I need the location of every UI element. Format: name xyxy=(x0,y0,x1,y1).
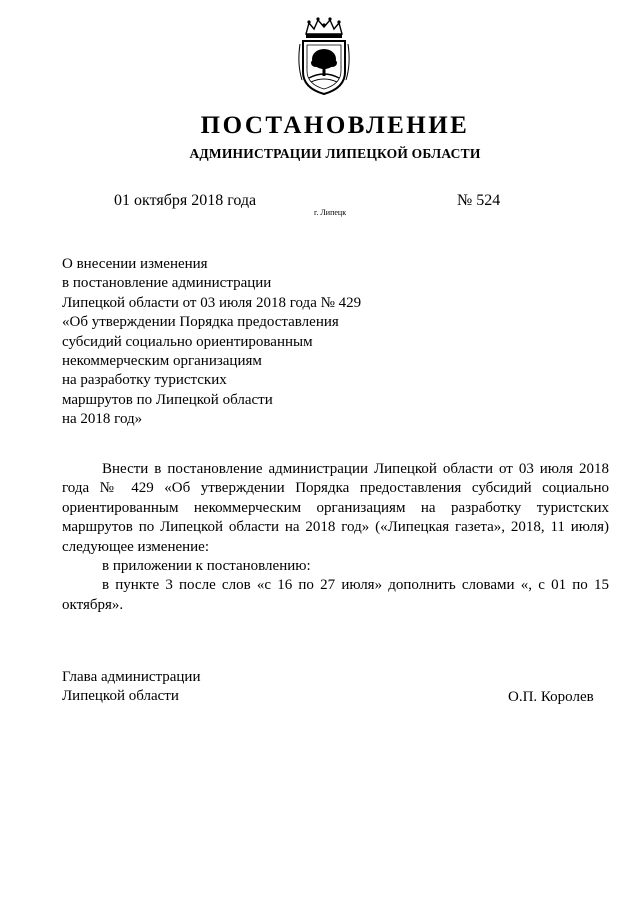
signer-position-line: Глава администрации xyxy=(62,669,201,685)
subject-line: Липецкой области от 03 июля 2018 года № 429 xyxy=(62,294,362,311)
subject-line: на 2018 год» xyxy=(62,411,143,428)
document-title: ПОСТАНОВЛЕНИЕ xyxy=(200,112,470,139)
signer-position-line: Липецкой области xyxy=(62,688,179,705)
signer-position xyxy=(62,668,200,707)
document-subtitle: АДМИНИСТРАЦИИ ЛИПЕЦКОЙ ОБЛАСТИ xyxy=(189,146,481,161)
subject-line: в постановление администрации xyxy=(62,275,272,292)
lipetsk-oblast-coat-of-arms-icon xyxy=(296,14,352,98)
subject-line: маршрутов по Липецкой области xyxy=(62,391,273,408)
document-subject xyxy=(62,255,442,430)
document-body xyxy=(62,460,609,615)
subject-line: некоммерческим организациям xyxy=(62,353,262,370)
document-date: 01 октября 2018 года xyxy=(114,192,257,209)
subject-line: О внесении изменения xyxy=(62,256,208,272)
document-number: № 524 xyxy=(457,192,501,209)
signer-name: О.П. Королев xyxy=(508,689,594,705)
document-city: г. Липецк xyxy=(314,208,347,217)
subject-line: на разработку туристских xyxy=(62,372,227,389)
body-paragraph: в приложении к постановлению: xyxy=(102,558,311,575)
subject-line: «Об утверждении Порядка предоставления xyxy=(62,314,339,331)
subject-line: субсидий социально ориентированным xyxy=(62,333,313,350)
body-paragraph: Внести в постановление администрации Липецкой области от 03 июля 2018 года № 429 «Об утверждении Порядка предоставления субсидий социально ориентированным некоммерческим организациям на разработку туристских маршрутов по Липецкой области на 2018 год» («Липецкая газета», 2018, 11 июля) следующее изменение: xyxy=(62,461,609,555)
body-paragraph: в пункте 3 после слов «с 16 по 27 июля» дополнить словами «, с 01 по 15 октября». xyxy=(62,577,609,613)
